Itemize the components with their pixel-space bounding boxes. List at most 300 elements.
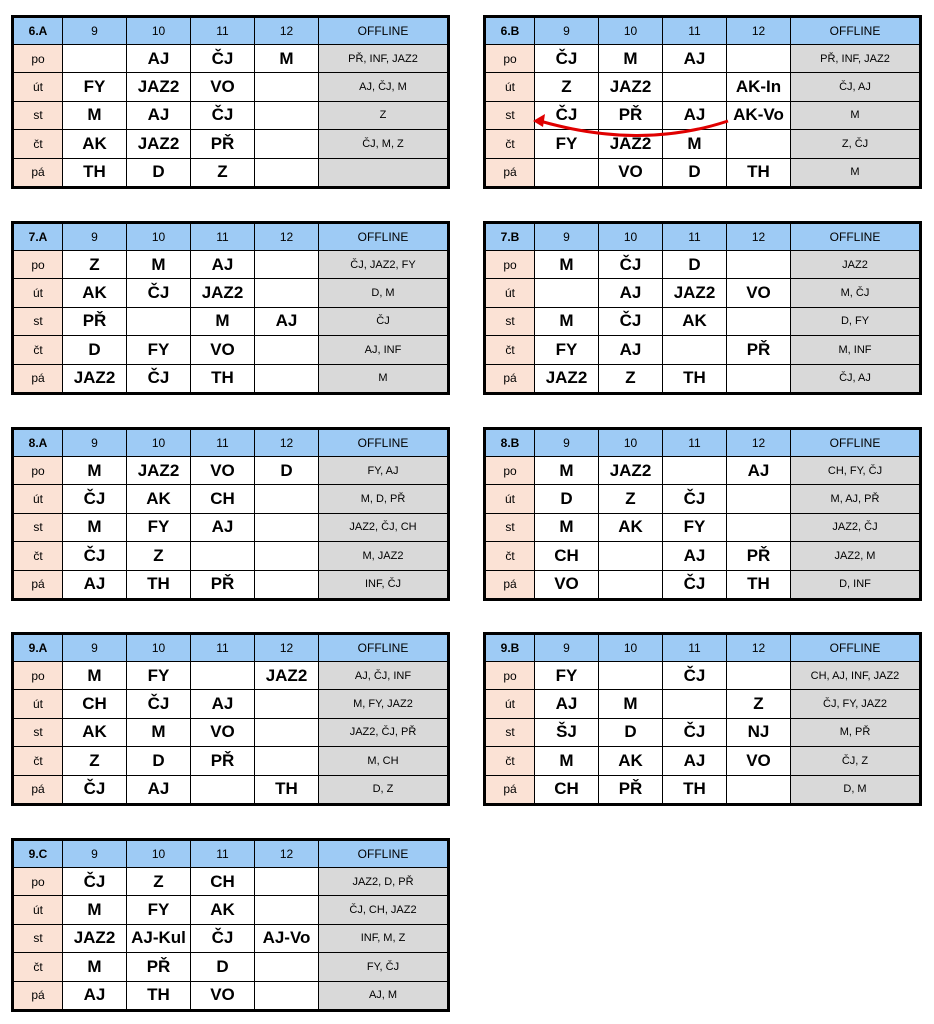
subject-cell: FY xyxy=(535,130,599,158)
subject-cell xyxy=(255,101,319,129)
subject-cell: M xyxy=(127,718,191,746)
header-row xyxy=(13,840,449,868)
day-row xyxy=(13,868,449,896)
offline-subjects: Z xyxy=(319,101,449,129)
subject-cell: AJ xyxy=(535,690,599,718)
subject-cell xyxy=(255,747,319,775)
offline-subjects: AJ, ČJ, M xyxy=(319,73,449,101)
subject-cell xyxy=(599,542,663,570)
subject-cell: D xyxy=(663,158,727,187)
subject-cell: AJ xyxy=(599,336,663,364)
offline-subjects: AJ, M xyxy=(319,981,449,1010)
subject-cell: Z xyxy=(63,747,127,775)
offline-subjects: ČJ, CH, JAZ2 xyxy=(319,896,449,924)
hour-header: 12 xyxy=(255,634,319,662)
day-row xyxy=(13,364,449,393)
day-row xyxy=(485,542,921,570)
offline-subjects: D, FY xyxy=(791,307,921,335)
subject-cell: CH xyxy=(191,868,255,896)
offline-subjects: ČJ xyxy=(319,307,449,335)
day-label: po xyxy=(13,662,63,690)
subject-cell: VO xyxy=(191,457,255,485)
subject-cell: ČJ xyxy=(127,364,191,393)
day-label: po xyxy=(485,45,535,73)
offline-header: OFFLINE xyxy=(319,840,449,868)
subject-cell: Z xyxy=(599,364,663,393)
subject-cell xyxy=(255,336,319,364)
offline-subjects: AJ, INF xyxy=(319,336,449,364)
timetable-9b xyxy=(483,632,922,806)
header-row xyxy=(13,429,449,457)
hour-header: 10 xyxy=(127,429,191,457)
subject-cell: ČJ xyxy=(663,485,727,513)
day-row xyxy=(13,101,449,129)
day-label: st xyxy=(13,513,63,541)
subject-cell: PŘ xyxy=(127,953,191,981)
offline-subjects: ČJ, AJ xyxy=(791,73,921,101)
subject-cell: ČJ xyxy=(127,279,191,307)
subject-cell: TH xyxy=(63,158,127,187)
subject-cell: M xyxy=(127,251,191,279)
subject-cell xyxy=(727,662,791,690)
offline-subjects: ČJ, AJ xyxy=(791,364,921,393)
hour-header: 11 xyxy=(663,634,727,662)
day-row xyxy=(13,251,449,279)
day-row xyxy=(13,457,449,485)
offline-header: OFFLINE xyxy=(791,223,921,251)
offline-subjects: CH, AJ, INF, JAZ2 xyxy=(791,662,921,690)
day-row xyxy=(485,101,921,129)
hour-header: 10 xyxy=(599,223,663,251)
day-label: st xyxy=(485,101,535,129)
offline-subjects: D, INF xyxy=(791,570,921,599)
subject-cell: AJ-Kul xyxy=(127,924,191,952)
subject-cell: ČJ xyxy=(63,868,127,896)
offline-subjects: JAZ2, ČJ, PŘ xyxy=(319,718,449,746)
subject-cell xyxy=(255,279,319,307)
day-row xyxy=(485,251,921,279)
day-row xyxy=(13,542,449,570)
offline-subjects: M, D, PŘ xyxy=(319,485,449,513)
day-row xyxy=(485,513,921,541)
day-label: st xyxy=(13,718,63,746)
hour-header: 10 xyxy=(599,634,663,662)
subject-cell: M xyxy=(255,45,319,73)
subject-cell: AK xyxy=(63,718,127,746)
header-row xyxy=(13,223,449,251)
subject-cell: AJ xyxy=(127,101,191,129)
subject-cell: ČJ xyxy=(63,542,127,570)
subject-cell: ČJ xyxy=(535,101,599,129)
subject-cell: AJ xyxy=(255,307,319,335)
subject-cell: VO xyxy=(191,336,255,364)
subject-cell: M xyxy=(535,457,599,485)
subject-cell: AJ-Vo xyxy=(255,924,319,952)
subject-cell xyxy=(255,981,319,1010)
subject-cell: AJ xyxy=(63,981,127,1010)
subject-cell: FY xyxy=(127,513,191,541)
day-label: pá xyxy=(13,570,63,599)
offline-subjects: CH, FY, ČJ xyxy=(791,457,921,485)
subject-cell: FY xyxy=(535,336,599,364)
day-label: pá xyxy=(13,364,63,393)
subject-cell: AJ xyxy=(727,457,791,485)
subject-cell xyxy=(191,542,255,570)
day-row xyxy=(485,775,921,804)
subject-cell: AK xyxy=(127,485,191,513)
offline-subjects: D, M xyxy=(319,279,449,307)
hour-header: 9 xyxy=(63,634,127,662)
subject-cell: M xyxy=(535,747,599,775)
day-row xyxy=(485,457,921,485)
day-row xyxy=(13,775,449,804)
timetable-6b xyxy=(483,15,922,189)
offline-subjects: ČJ, JAZ2, FY xyxy=(319,251,449,279)
offline-subjects xyxy=(319,158,449,187)
day-row xyxy=(13,279,449,307)
day-row xyxy=(13,662,449,690)
subject-cell: TH xyxy=(127,981,191,1010)
day-label: pá xyxy=(485,570,535,599)
header-row xyxy=(485,429,921,457)
subject-cell: AJ xyxy=(127,45,191,73)
subject-cell: VO xyxy=(191,73,255,101)
day-row xyxy=(485,570,921,599)
class-label: 6.B xyxy=(485,17,535,45)
day-row xyxy=(13,953,449,981)
header-row xyxy=(485,634,921,662)
subject-cell: CH xyxy=(63,690,127,718)
hour-header: 12 xyxy=(727,429,791,457)
subject-cell: ČJ xyxy=(663,718,727,746)
day-row xyxy=(485,45,921,73)
day-row xyxy=(13,73,449,101)
class-label: 9.B xyxy=(485,634,535,662)
subject-cell: M xyxy=(63,457,127,485)
day-label: út xyxy=(13,485,63,513)
subject-cell: Z xyxy=(535,73,599,101)
hour-header: 11 xyxy=(191,634,255,662)
subject-cell: JAZ2 xyxy=(599,73,663,101)
day-label: po xyxy=(485,457,535,485)
offline-subjects: INF, ČJ xyxy=(319,570,449,599)
hour-header: 9 xyxy=(535,634,599,662)
subject-cell: VO xyxy=(599,158,663,187)
subject-cell xyxy=(535,279,599,307)
subject-cell: JAZ2 xyxy=(127,457,191,485)
subject-cell: ČJ xyxy=(63,775,127,804)
subject-cell: D xyxy=(127,158,191,187)
subject-cell: M xyxy=(63,513,127,541)
subject-cell: VO xyxy=(191,981,255,1010)
timetable-9c xyxy=(11,838,450,1012)
subject-cell: AJ xyxy=(663,101,727,129)
day-label: čt xyxy=(13,542,63,570)
subject-cell: D xyxy=(255,457,319,485)
day-label: čt xyxy=(13,336,63,364)
subject-cell: AJ xyxy=(663,542,727,570)
subject-cell xyxy=(255,690,319,718)
subject-cell: Z xyxy=(191,158,255,187)
subject-cell: M xyxy=(599,45,663,73)
hour-header: 11 xyxy=(663,429,727,457)
subject-cell xyxy=(255,364,319,393)
subject-cell: Z xyxy=(727,690,791,718)
subject-cell: M xyxy=(63,896,127,924)
hour-header: 10 xyxy=(127,840,191,868)
subject-cell: FY xyxy=(535,662,599,690)
day-row xyxy=(13,924,449,952)
subject-cell xyxy=(727,485,791,513)
subject-cell: ČJ xyxy=(63,485,127,513)
day-row xyxy=(485,279,921,307)
subject-cell: JAZ2 xyxy=(127,73,191,101)
hour-header: 12 xyxy=(727,17,791,45)
subject-cell: M xyxy=(535,251,599,279)
hour-header: 11 xyxy=(663,223,727,251)
day-label: čt xyxy=(13,130,63,158)
hour-header: 9 xyxy=(63,840,127,868)
day-label: st xyxy=(13,924,63,952)
hour-header: 9 xyxy=(535,429,599,457)
hour-header: 11 xyxy=(663,17,727,45)
subject-cell xyxy=(727,251,791,279)
subject-cell: Z xyxy=(127,542,191,570)
day-label: čt xyxy=(13,953,63,981)
subject-cell: VO xyxy=(191,718,255,746)
subject-cell: M xyxy=(535,307,599,335)
subject-cell: D xyxy=(127,747,191,775)
subject-cell: AK-Vo xyxy=(727,101,791,129)
subject-cell: ČJ xyxy=(191,101,255,129)
subject-cell: ČJ xyxy=(535,45,599,73)
subject-cell: JAZ2 xyxy=(255,662,319,690)
day-label: út xyxy=(13,896,63,924)
subject-cell: AK xyxy=(191,896,255,924)
offline-subjects: M, AJ, PŘ xyxy=(791,485,921,513)
offline-subjects: FY, ČJ xyxy=(319,953,449,981)
subject-cell: M xyxy=(663,130,727,158)
subject-cell: TH xyxy=(191,364,255,393)
day-label: út xyxy=(485,690,535,718)
day-row xyxy=(485,364,921,393)
day-row xyxy=(485,485,921,513)
hour-header: 9 xyxy=(535,17,599,45)
subject-cell: M xyxy=(63,953,127,981)
subject-cell: ČJ xyxy=(127,690,191,718)
subject-cell xyxy=(727,130,791,158)
subject-cell: D xyxy=(599,718,663,746)
day-label: čt xyxy=(485,130,535,158)
offline-subjects: ČJ, Z xyxy=(791,747,921,775)
subject-cell xyxy=(63,45,127,73)
day-label: čt xyxy=(485,542,535,570)
subject-cell: AJ xyxy=(191,513,255,541)
hour-header: 11 xyxy=(191,429,255,457)
class-label: 6.A xyxy=(13,17,63,45)
day-row xyxy=(485,662,921,690)
subject-cell xyxy=(663,73,727,101)
subject-cell: M xyxy=(63,101,127,129)
offline-subjects: M, INF xyxy=(791,336,921,364)
offline-subjects: JAZ2, ČJ xyxy=(791,513,921,541)
day-row xyxy=(485,158,921,187)
hour-header: 9 xyxy=(63,17,127,45)
subject-cell: TH xyxy=(127,570,191,599)
day-row xyxy=(13,45,449,73)
subject-cell: ČJ xyxy=(599,251,663,279)
day-row xyxy=(13,718,449,746)
subject-cell: PŘ xyxy=(191,747,255,775)
day-label: út xyxy=(13,73,63,101)
subject-cell: ČJ xyxy=(191,924,255,952)
subject-cell: CH xyxy=(191,485,255,513)
hour-header: 12 xyxy=(255,17,319,45)
offline-subjects: D, Z xyxy=(319,775,449,804)
subject-cell: AK xyxy=(663,307,727,335)
day-label: pá xyxy=(13,981,63,1010)
day-label: út xyxy=(485,73,535,101)
offline-subjects: ČJ, FY, JAZ2 xyxy=(791,690,921,718)
offline-subjects: M xyxy=(319,364,449,393)
subject-cell: JAZ2 xyxy=(63,924,127,952)
subject-cell: VO xyxy=(535,570,599,599)
subject-cell: PŘ xyxy=(63,307,127,335)
day-row xyxy=(485,307,921,335)
timetable-7b xyxy=(483,221,922,395)
day-label: út xyxy=(13,279,63,307)
subject-cell xyxy=(663,336,727,364)
subject-cell: AJ xyxy=(63,570,127,599)
subject-cell: AJ xyxy=(191,251,255,279)
offline-subjects: ČJ, M, Z xyxy=(319,130,449,158)
subject-cell: ČJ xyxy=(599,307,663,335)
day-row xyxy=(485,690,921,718)
offline-subjects: JAZ2 xyxy=(791,251,921,279)
day-row xyxy=(13,513,449,541)
subject-cell: PŘ xyxy=(727,336,791,364)
subject-cell: VO xyxy=(727,279,791,307)
subject-cell: AJ xyxy=(599,279,663,307)
subject-cell: Z xyxy=(63,251,127,279)
day-row xyxy=(13,896,449,924)
subject-cell xyxy=(255,542,319,570)
day-label: po xyxy=(13,251,63,279)
subject-cell xyxy=(663,457,727,485)
header-row xyxy=(13,634,449,662)
timetable-8b xyxy=(483,427,922,601)
subject-cell: M xyxy=(535,513,599,541)
day-label: út xyxy=(485,485,535,513)
offline-subjects: M, PŘ xyxy=(791,718,921,746)
subject-cell: ŠJ xyxy=(535,718,599,746)
hour-header: 10 xyxy=(599,17,663,45)
offline-subjects: JAZ2, D, PŘ xyxy=(319,868,449,896)
subject-cell: TH xyxy=(727,158,791,187)
subject-cell xyxy=(255,513,319,541)
subject-cell xyxy=(255,718,319,746)
subject-cell: VO xyxy=(727,747,791,775)
subject-cell: JAZ2 xyxy=(599,130,663,158)
offline-subjects: Z, ČJ xyxy=(791,130,921,158)
subject-cell: TH xyxy=(727,570,791,599)
offline-header: OFFLINE xyxy=(791,17,921,45)
subject-cell: ČJ xyxy=(191,45,255,73)
subject-cell xyxy=(255,868,319,896)
subject-cell: TH xyxy=(255,775,319,804)
day-label: po xyxy=(13,45,63,73)
subject-cell: FY xyxy=(63,73,127,101)
subject-cell xyxy=(255,570,319,599)
timetable-9a xyxy=(11,632,450,806)
subject-cell: AJ xyxy=(191,690,255,718)
offline-subjects: JAZ2, M xyxy=(791,542,921,570)
hour-header: 10 xyxy=(127,223,191,251)
subject-cell xyxy=(535,158,599,187)
day-label: po xyxy=(485,662,535,690)
subject-cell: D xyxy=(663,251,727,279)
offline-subjects: M, JAZ2 xyxy=(319,542,449,570)
timetable-6a xyxy=(11,15,450,189)
day-label: st xyxy=(485,307,535,335)
day-row xyxy=(13,690,449,718)
subject-cell: PŘ xyxy=(191,130,255,158)
hour-header: 9 xyxy=(63,429,127,457)
subject-cell: M xyxy=(191,307,255,335)
day-label: pá xyxy=(485,775,535,804)
day-row xyxy=(13,747,449,775)
hour-header: 9 xyxy=(535,223,599,251)
subject-cell xyxy=(191,775,255,804)
day-label: po xyxy=(13,868,63,896)
subject-cell: ČJ xyxy=(663,662,727,690)
subject-cell: Z xyxy=(127,868,191,896)
header-row xyxy=(485,223,921,251)
hour-header: 12 xyxy=(255,840,319,868)
offline-subjects: INF, M, Z xyxy=(319,924,449,952)
hour-header: 12 xyxy=(727,223,791,251)
day-row xyxy=(13,336,449,364)
subject-cell: JAZ2 xyxy=(63,364,127,393)
day-row xyxy=(13,485,449,513)
offline-subjects: PŘ, INF, JAZ2 xyxy=(791,45,921,73)
subject-cell xyxy=(727,775,791,804)
subject-cell: AK xyxy=(599,747,663,775)
subject-cell xyxy=(727,45,791,73)
day-label: pá xyxy=(13,775,63,804)
class-label: 7.B xyxy=(485,223,535,251)
offline-header: OFFLINE xyxy=(319,429,449,457)
subject-cell: AJ xyxy=(127,775,191,804)
hour-header: 12 xyxy=(255,429,319,457)
hour-header: 12 xyxy=(727,634,791,662)
hour-header: 9 xyxy=(63,223,127,251)
class-label: 7.A xyxy=(13,223,63,251)
subject-cell xyxy=(255,73,319,101)
subject-cell: JAZ2 xyxy=(127,130,191,158)
day-label: st xyxy=(485,718,535,746)
offline-subjects: M xyxy=(791,101,921,129)
day-label: st xyxy=(13,101,63,129)
subject-cell: FY xyxy=(127,336,191,364)
subject-cell: AK xyxy=(63,279,127,307)
offline-subjects: M, FY, JAZ2 xyxy=(319,690,449,718)
offline-subjects: FY, AJ xyxy=(319,457,449,485)
subject-cell: PŘ xyxy=(727,542,791,570)
hour-header: 10 xyxy=(127,634,191,662)
subject-cell xyxy=(127,307,191,335)
subject-cell: AK xyxy=(599,513,663,541)
